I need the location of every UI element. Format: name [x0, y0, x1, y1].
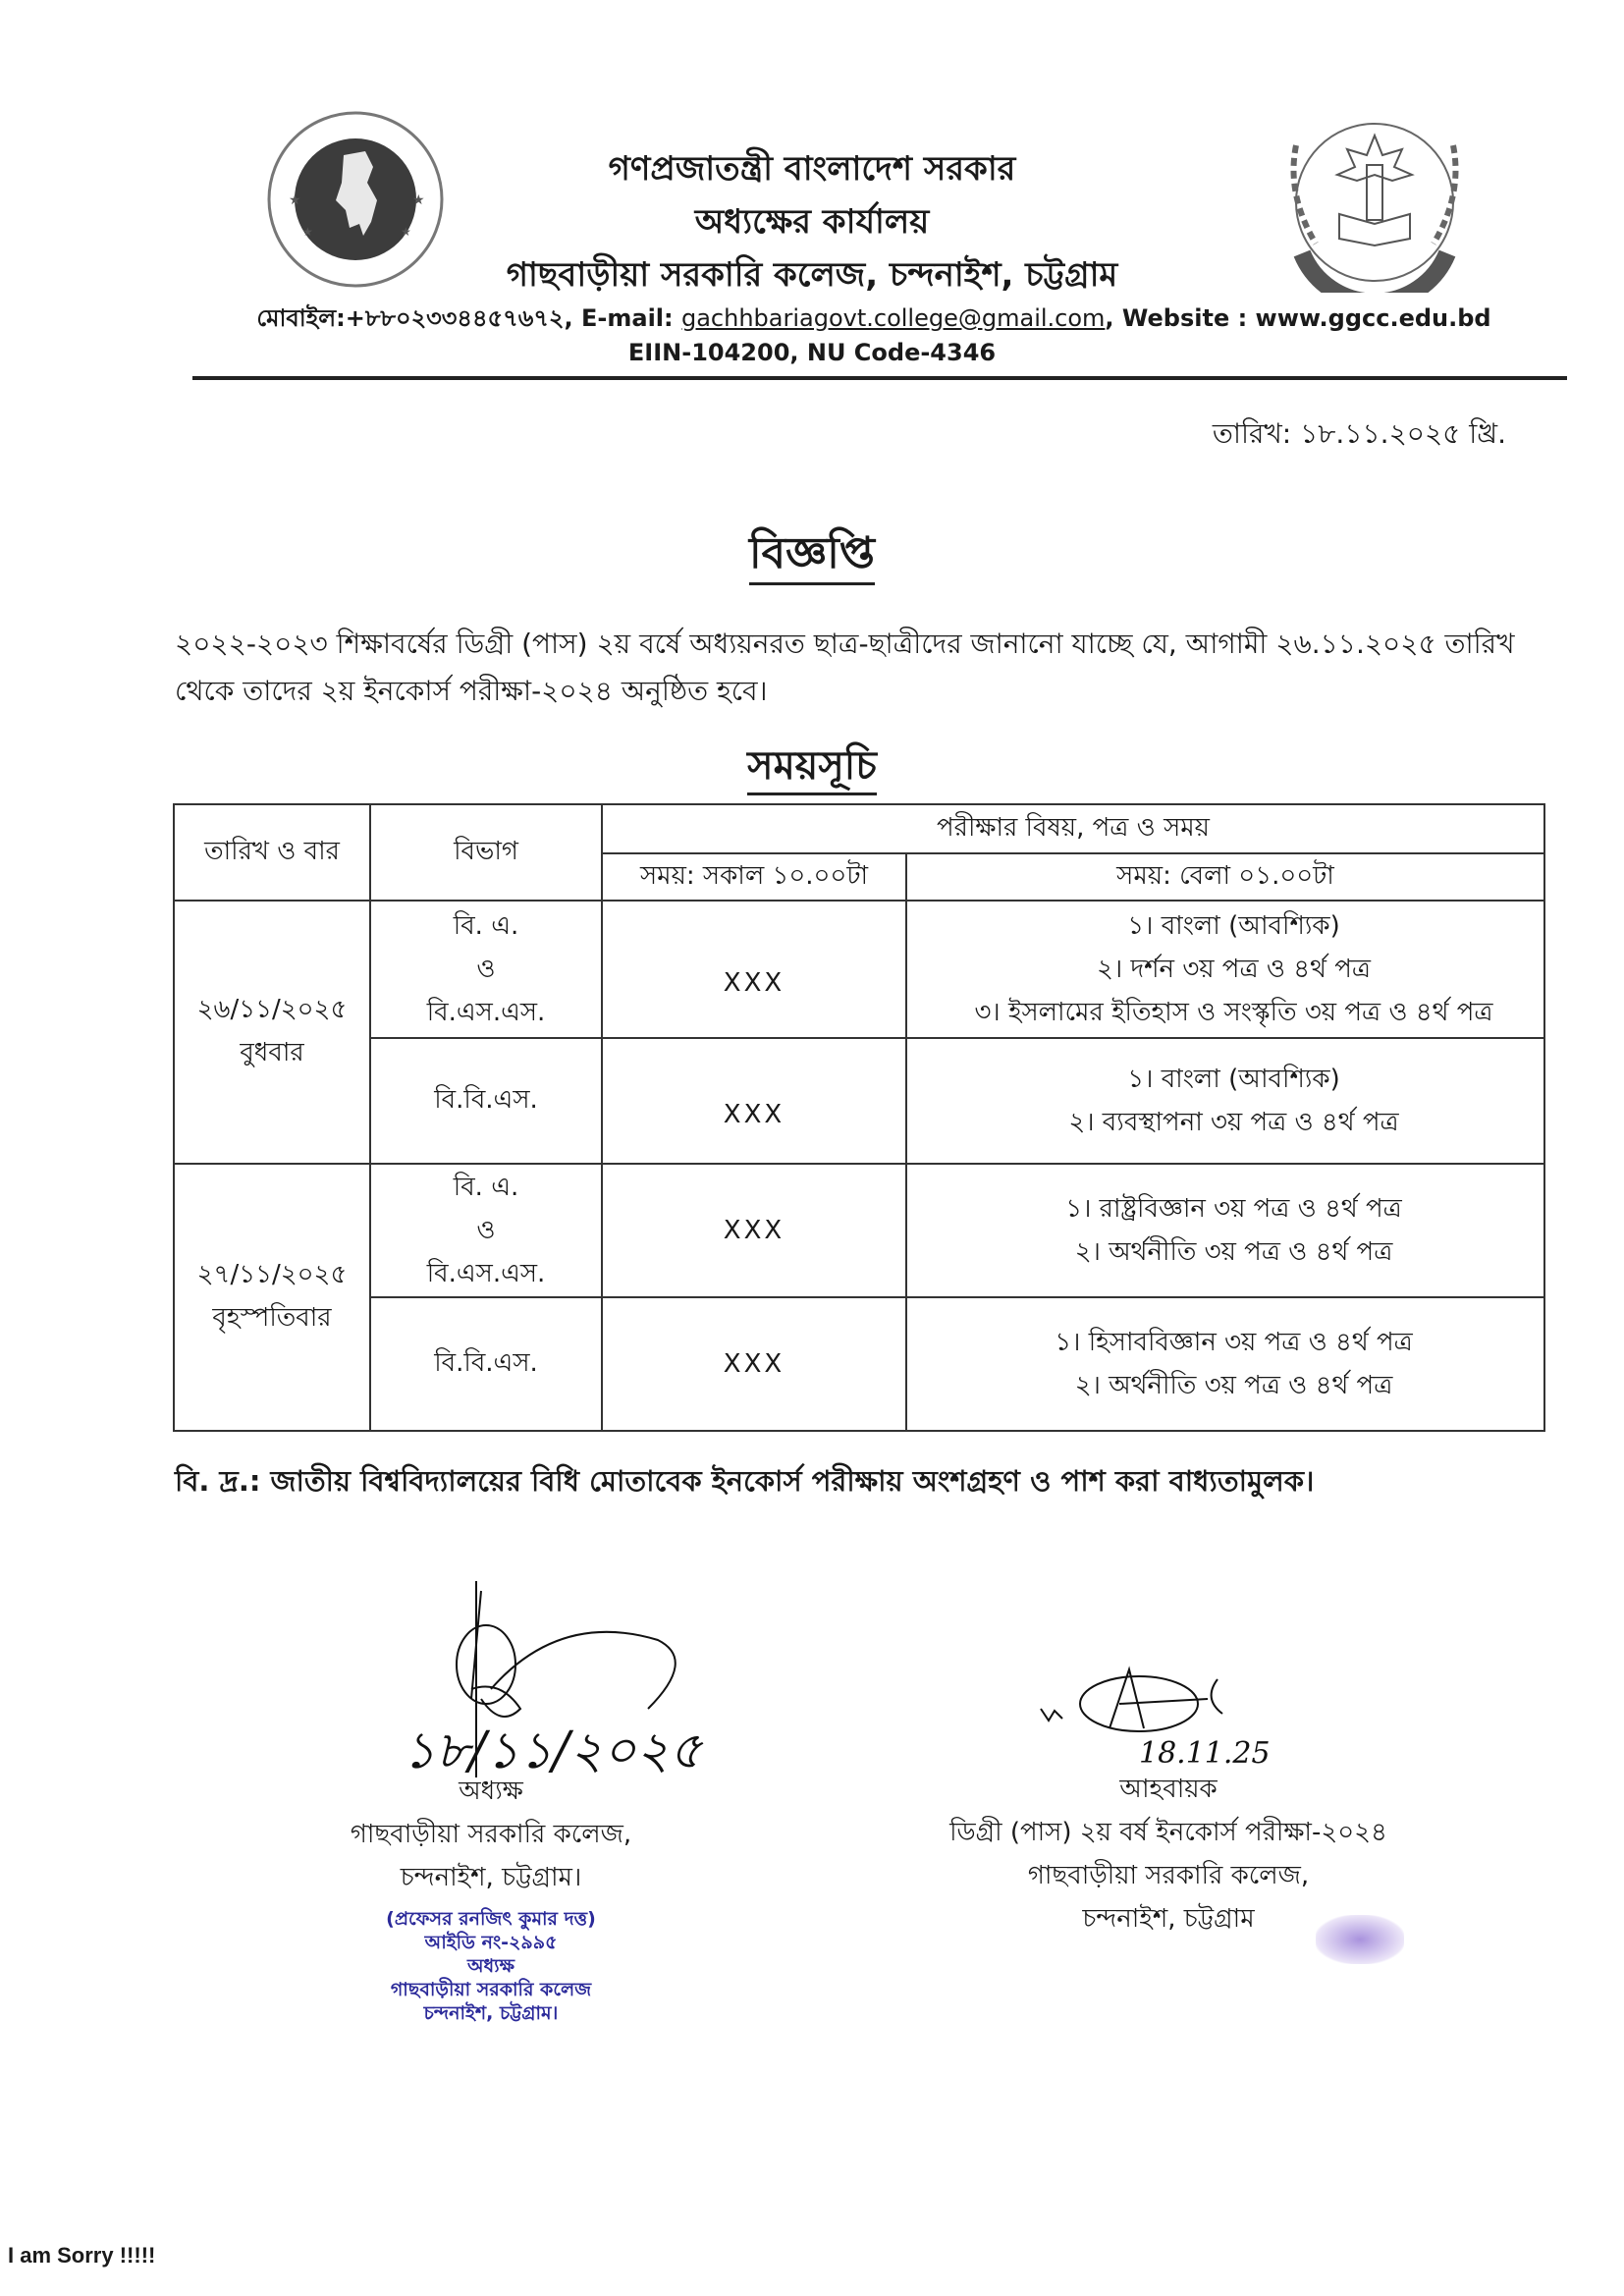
subject-item: ১। বাংলা (আবশ্যিক) — [1127, 1065, 1340, 1094]
convener-signature-block — [864, 1768, 1473, 1941]
afternoon-subjects-cell — [906, 901, 1544, 1038]
table-row — [174, 1164, 1544, 1297]
exam-date: ২৬/১১/২০২৫ — [196, 995, 348, 1024]
convener-line: ডিগ্রী (পাস) ২য় বর্ষ ইনকোর্স পরীক্ষা-২০২৪ — [949, 1818, 1387, 1847]
date-cell — [174, 901, 370, 1164]
government-heading: গণপ্রজাতন্ত্রী বাংলাদেশ সরকার — [608, 149, 1016, 189]
table-header-row — [174, 804, 1544, 853]
subject-item: ১। বাংলা (আবশ্যিক) — [1127, 911, 1340, 941]
table-row — [174, 1297, 1544, 1431]
table-row — [174, 901, 1544, 1038]
schedule-title-text: সময়সূচি — [747, 743, 877, 795]
principal-title: অধ্যক্ষ — [459, 1777, 523, 1806]
department-cell: বি.বি.এস. — [370, 1038, 602, 1164]
afternoon-subjects-cell — [906, 1297, 1544, 1431]
subject-item: ২। অর্থনীতি ৩য় পত্র ও ৪র্থ পত্র — [1074, 1237, 1393, 1267]
afternoon-subjects-cell — [906, 1164, 1544, 1297]
convener-signature-date: 18.11.25 — [1139, 1736, 1271, 1768]
office-heading: অধ্যক্ষের কার্যালয় — [694, 202, 930, 242]
exam-weekday: বৃহস্পতিবার — [212, 1303, 332, 1333]
mobile-number: মোবাইল:+৮৮০২৩৩৪৪৫৭৬৭২, — [256, 304, 573, 332]
principal-signature-date: ১৮/১১/২০২৫ — [403, 1722, 703, 1777]
afternoon-subjects-cell — [906, 1038, 1544, 1164]
department-line: বি.এস.এস. — [426, 1259, 546, 1288]
morning-cell: XXX — [602, 1164, 906, 1297]
notice-date: তারিখ: ১৮.১১.২০২৫ খ্রি. — [1212, 417, 1506, 450]
department-line: বি.এস.এস. — [426, 998, 546, 1027]
header-morning: সময়: সকাল ১০.০০টা — [602, 853, 906, 901]
subject-item: ২। দর্শন ৩য় পত্র ও ৪র্থ পত্র — [1097, 955, 1371, 984]
stamp-line: (প্রফেসর রনজিৎ কুমার দত্ত) — [386, 1908, 596, 1930]
special-note: বি. দ্র.: জাতীয় বিশ্ববিদ্যালয়ের বিধি মোতাবেক ইনকোর্স পরীক্ষায় অংশগ্রহণ ও পাশ করা বাধ্যতামুলক। — [175, 1464, 1315, 1498]
stamp-line: অধ্যক্ষ — [466, 1955, 514, 1977]
email-link[interactable]: gachhbariagovt.college@gmail.com — [680, 304, 1106, 332]
morning-cell: XXX — [602, 1038, 906, 1164]
footer-note: I am Sorry !!!!! — [8, 2243, 156, 2268]
svg-text:★: ★ — [401, 225, 411, 239]
institution-codes: EIIN-104200, NU Code-4346 — [627, 339, 997, 366]
principal-line: গাছবাড়ীয়া সরকারি কলেজ, — [350, 1820, 632, 1849]
ink-stamp-smudge — [1316, 1915, 1404, 1964]
department-line: ও — [476, 955, 496, 984]
header-divider — [192, 376, 1567, 380]
stamp-line: আইডি নং-২৯৯৫ — [424, 1932, 558, 1953]
principal-line: চন্দনাইশ, চট্টগ্রাম। — [400, 1863, 582, 1892]
convener-signature — [1021, 1660, 1316, 1768]
subject-item: ৩। ইসলামের ইতিহাস ও সংস্কৃতি ৩য় পত্র ও ৪র্থ পত্র — [974, 998, 1493, 1027]
department-cell — [370, 901, 602, 1038]
convener-line: গাছবাড়ীয়া সরকারি কলেজ, — [1027, 1861, 1310, 1890]
email-label: E-mail: — [581, 304, 674, 332]
exam-schedule-table — [173, 803, 1545, 1432]
subject-item: ১। হিসাববিজ্ঞান ৩য় পত্র ও ৪র্থ পত্র — [1055, 1328, 1413, 1357]
department-line: বি. এ. — [453, 911, 519, 941]
department-cell — [370, 1164, 602, 1297]
header-department: বিভাগ — [370, 804, 602, 901]
stamp-line: গাছবাড়ীয়া সরকারি কলেজ — [390, 1979, 592, 2000]
svg-text:★: ★ — [302, 225, 313, 239]
stamp-line: চন্দনাইশ, চট্টগ্রাম। — [423, 2002, 559, 2024]
subject-item: ২। ব্যবস্থাপনা ৩য় পত্র ও ৪র্থ পত্র — [1068, 1108, 1399, 1137]
convener-line: চন্দনাইশ, চট্টগ্রাম — [1082, 1904, 1255, 1934]
contact-line — [236, 301, 1512, 340]
principal-signature-block — [285, 1770, 697, 1899]
subject-item: ১। রাষ্ট্রবিজ্ঞান ৩য় পত্র ও ৪র্থ পত্র — [1065, 1194, 1402, 1224]
exam-weekday: বুধবার — [240, 1038, 304, 1067]
principal-stamp — [295, 1907, 687, 2025]
exam-date: ২৭/১১/২০২৫ — [196, 1260, 348, 1289]
date-cell — [174, 1164, 370, 1431]
header-afternoon: সময়: বেলা ০১.০০টা — [906, 853, 1544, 901]
notice-body: ২০২২-২০২৩ শিক্ষাবর্ষের ডিগ্রী (পাস) ২য় বর্ষে অধ্যয়নরত ছাত্র-ছাত্রীদের জানানো যাচ্ছে যে, আগামী ২৬.১১.২০২৫ তারিখ থেকে তাদের ২য় ইনকোর্স পরীক্ষা-২০২৪ অনুষ্ঠিত হবে। — [175, 628, 1515, 707]
schedule-title — [0, 735, 1624, 800]
header-exam-group: পরীক্ষার বিষয়, পত্র ও সময় — [602, 804, 1544, 853]
department-cell: বি.বি.এস. — [370, 1297, 602, 1431]
morning-cell: XXX — [602, 901, 906, 1038]
department-line: বি. এ. — [453, 1173, 519, 1202]
morning-cell: XXX — [602, 1297, 906, 1431]
subject-item: ২। অর্থনীতি ৩য় পত্র ও ৪র্থ পত্র — [1074, 1371, 1393, 1400]
header-date: তারিখ ও বার — [174, 804, 370, 901]
notice-title-text: বিজ্ঞপ্তি — [749, 528, 875, 585]
svg-text:★: ★ — [289, 192, 301, 208]
convener-title: আহবায়ক — [1119, 1775, 1218, 1804]
department-line: ও — [476, 1216, 496, 1245]
svg-text:★: ★ — [412, 192, 425, 208]
college-heading: গাছবাড়ীয়া সরকারি কলেজ, চন্দনাইশ, চট্টগ্রাম — [506, 255, 1118, 295]
table-row — [174, 1038, 1544, 1164]
website-text[interactable]: , Website : www.ggcc.edu.bd — [1105, 304, 1491, 332]
notice-title — [0, 520, 1624, 592]
principal-signature — [383, 1571, 707, 1777]
